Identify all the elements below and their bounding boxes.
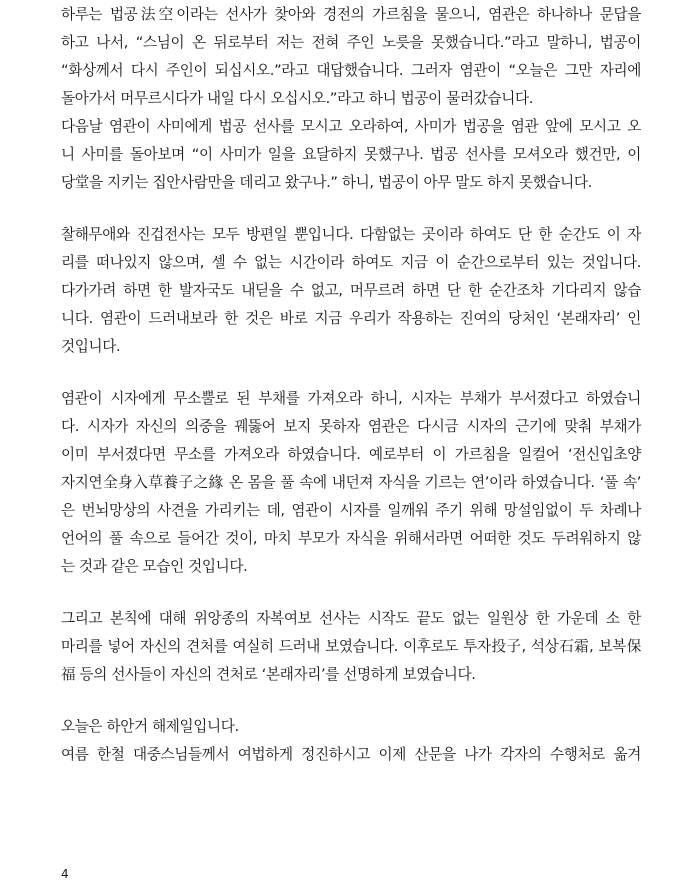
text-line: 염관이 시자에게 무소뿔로 된 부채를 가져오라 하니, 시자는 부채가 부서졌다고 하였습니: [61, 390, 641, 407]
page-body: [61, 0, 641, 769]
text-line: “화상께서 다시 주인이 되십시오.”라고 대답했습니다. 그러자 염관이 “오늘은 그만 자리에: [61, 62, 641, 79]
text-line: 그리고 본칙에 대해 위앙종의 자복여보 선사는 시작도 끝도 없는 일원상 한 가운데 소 한: [61, 610, 641, 627]
paragraph-gap: [61, 689, 641, 713]
text-line: 언어의 풀 속으로 들어간 것이, 마치 부모가 자식을 위해서라면 어떠한 것도 두려워하지 않: [61, 530, 641, 547]
text-line: 찰해무애와 진겁전사는 모두 방편일 뿐입니다. 다함없는 곳이라 하여도 단 한 순간도 이 자: [61, 226, 641, 243]
text-line: 니다. 염관이 드러내보라 한 것은 바로 지금 우리가 작용하는 진여의 당처인 ‘본래자리’ 인: [61, 310, 641, 327]
text-line: 자지연全身入草養子之緣 온 몸을 풀 속에 내던져 자식을 기르는 연’이라 하였습니다. ‘풀 속’: [61, 474, 641, 491]
text-line: 하루는 법공法空이라는 선사가 찾아와 경전의 가르침을 물으니, 염관은 하나하나 문답을: [61, 6, 641, 23]
text-line: 오늘은 하안거 해제일입니다.: [61, 718, 239, 735]
paragraph: [61, 0, 641, 197]
paragraph: [61, 385, 641, 581]
text-line: 것입니다.: [61, 338, 121, 355]
text-line: 니 사미를 돌아보며 “이 사미가 일을 요달하지 못했구나. 법공 선사를 모셔오라 했건만, 이: [61, 146, 641, 163]
text-line: 하고 나서, “스님이 온 뒤로부터 저는 전혀 주인 노릇을 못했습니다.”라고 말하니, 법공이: [61, 34, 641, 51]
text-line: 여름 한철 대중스님들께서 여법하게 정진하시고 이제 산문을 나가 각자의 수행처로 옮겨: [61, 746, 641, 763]
text-line: 은 번뇌망상의 사견을 가리키는 데, 염관이 시자를 일깨워 주기 위해 망설임없이 두 차례나: [61, 502, 641, 519]
text-line: 마리를 넣어 자신의 견처를 여실히 드러내 보였습니다. 이후로도 투자投子, 석상石霜, 보복保: [61, 638, 641, 655]
paragraph-gap: [61, 197, 641, 221]
text-line: 는 것과 같은 모습인 것입니다.: [61, 558, 248, 575]
text-line: 다. 시자가 자신의 의중을 꿰뚫어 보지 못하자 염관은 다시금 시자의 근기에 맞춰 부채가: [61, 418, 641, 435]
paragraph: [61, 713, 641, 769]
paragraph: [61, 221, 641, 361]
page-number: 4: [61, 867, 69, 881]
text-line: 돌아가서 머무르시다가 내일 다시 오십시오.”라고 하니 법공이 물러갔습니다.: [61, 90, 533, 107]
paragraph-gap: [61, 361, 641, 385]
text-line: 다가가려 하면 한 발자국도 내딛을 수 없고, 머무르려 하면 단 한 순간조차 기다리지 않습: [61, 282, 641, 299]
text-line: 리를 떠나있지 않으며, 셀 수 없는 시간이라 하여도 지금 이 순간으로부터 있는 것입니다.: [61, 254, 641, 271]
paragraph-gap: [61, 581, 641, 605]
text-line: 당堂을 지키는 집안사람만을 데리고 왔구나.” 하니, 법공이 아무 말도 하지 못했습니다.: [61, 174, 592, 191]
text-line: 다음날 염관이 사미에게 법공 선사를 모시고 오라하여, 사미가 법공을 염관 앞에 모시고 오: [61, 118, 641, 135]
paragraph: [61, 605, 641, 689]
text-line: 福 등의 선사들이 자신의 견처로 ‘본래자리’를 선명하게 보였습니다.: [61, 666, 476, 683]
text-line: 이미 부서졌다면 무소를 가져오라 하였습니다. 예로부터 이 가르침을 일컬어 ‘전신입초양: [61, 446, 641, 463]
